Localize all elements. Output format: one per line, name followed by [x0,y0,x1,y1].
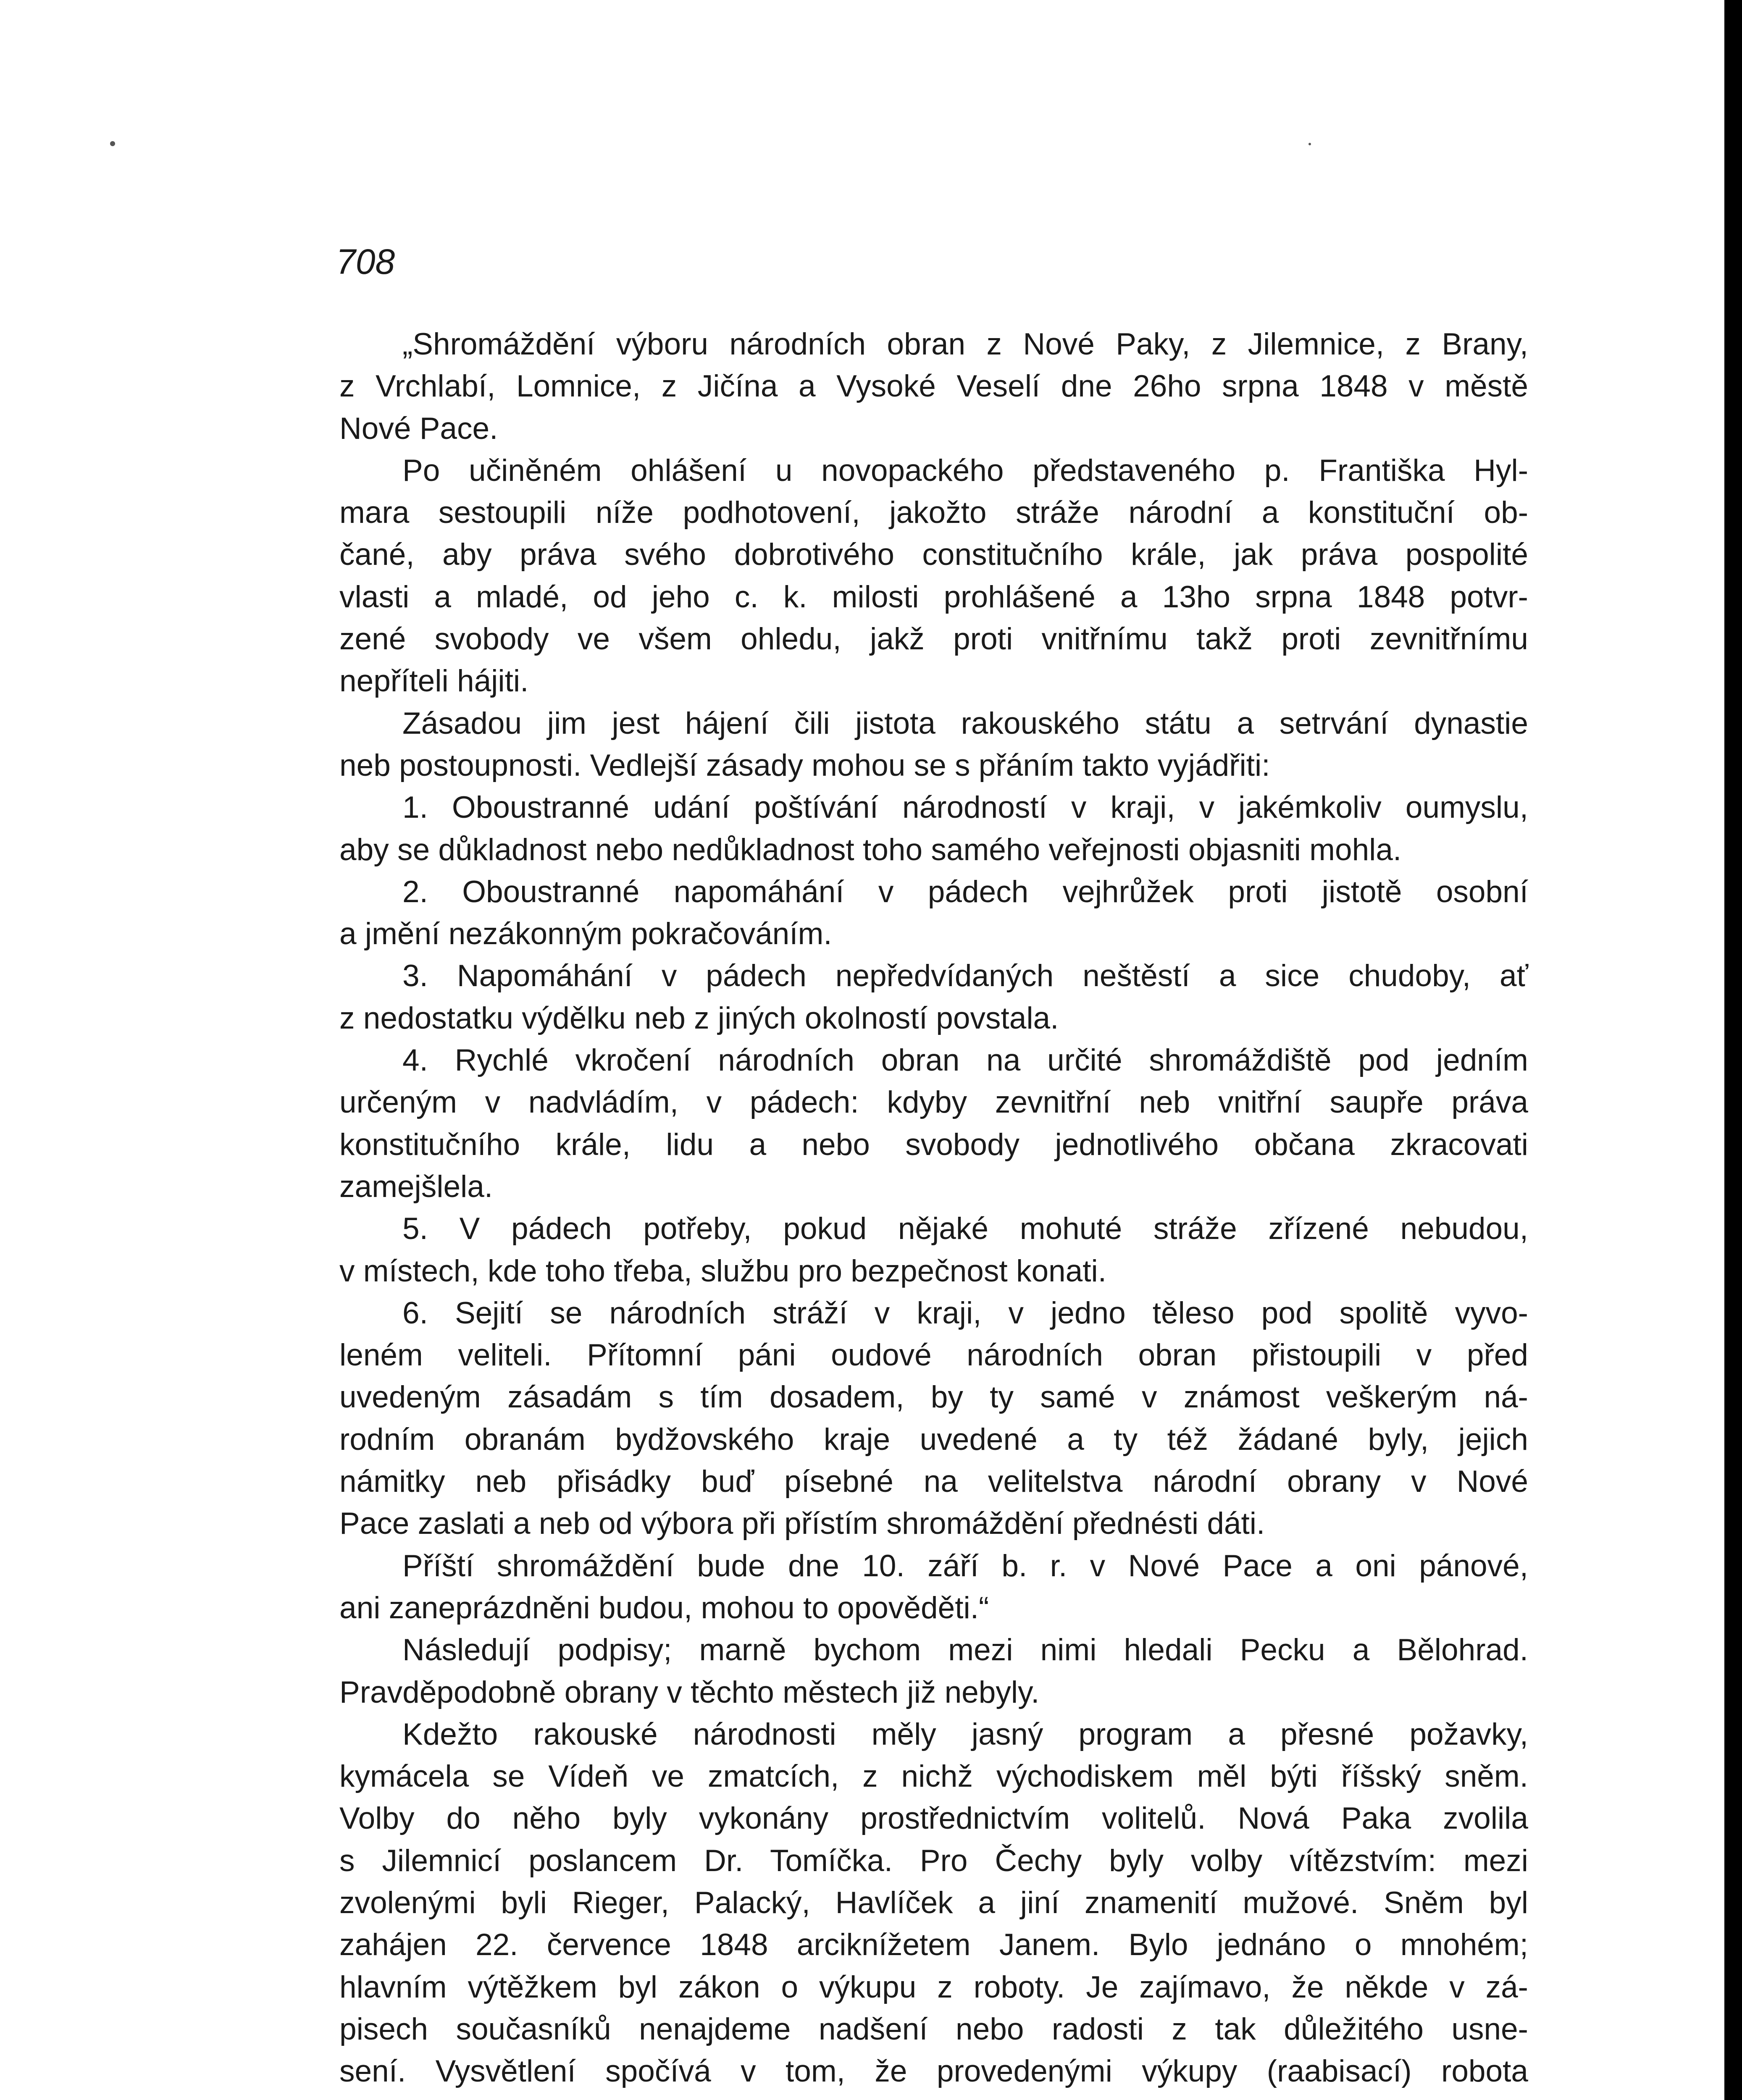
text-line: nepříteli hájiti. [339,664,529,698]
text-line: Zásadou jim jest hájení čili jistota rakouského státu a setrvání dynastie [402,706,1528,740]
text-line: z nedostatku výdělku neb z jiných okolností povstala. [339,1001,1059,1035]
scan-speck [110,141,115,146]
text-line: ani zaneprázdněni budou, mohou to opověděti.“ [339,1591,989,1625]
text-line: Po učiněném ohlášení u novopackého představeného p. Františka Hyl- [402,453,1528,488]
text-line: Volby do něho byly vykonány prostřednictvím volitelů. Nová Paka zvolila [339,1801,1528,1836]
text-line: námitky neb přisádky buď písebné na velitelstva národní obrany v Nové [339,1465,1528,1499]
text-line: konstitučního krále, lidu a nebo svobody jednotlivého občana zkracovati [339,1127,1528,1162]
text-line: kymácela se Vídeň ve zmatcích, z nichž východiskem měl býti říšský sněm. [339,1759,1528,1794]
text-line: z Vrchlabí, Lomnice, z Jičína a Vysoké Veselí dne 26ho srpna 1848 v městě [339,369,1528,404]
text-line: a jmění nezákonným pokračováním. [339,917,832,951]
text-line: 5. V pádech potřeby, pokud nějaké mohuté stráže zřízené nebudou, [402,1212,1528,1246]
text-line: zené svobody ve všem ohledu, jakž proti vnitřnímu takž proti zevnitřnímu [339,622,1528,656]
text-line: pisech současníků nenajdeme nadšení nebo radosti z tak důležitého usne- [339,2012,1528,2046]
text-line: 3. Napomáhání v pádech nepředvídaných neštěstí a sice chudoby, ať [402,959,1528,993]
text-line: Pace zaslati a neb od výbora při přístím shromáždění přednésti dáti. [339,1507,1265,1541]
text-line: neb postoupnosti. Vedlejší zásady mohou se s přáním takto vyjádřiti: [339,748,1270,782]
text-line: Nové Pace. [339,411,498,446]
text-line: v místech, kde toho třeba, službu pro bezpečnost konati. [339,1254,1107,1288]
text-line: 4. Rychlé vkročení národních obran na určité shromáždiště pod jedním [402,1043,1528,1078]
text-line: sení. Vysvětlení spočívá v tom, že provedenými výkupy (raabisací) robota [339,2054,1528,2089]
text-line: určeným v nadvládím, v pádech: kdyby zevnitřní neb vnitřní saupře práva [339,1085,1528,1120]
text-line: Příští shromáždění bude dne 10. září b. r. v Nové Pace a oni pánové, [402,1549,1528,1583]
text-line: 6. Sejití se národních stráží v kraji, v jedno těleso pod spolitě vyvo- [402,1296,1528,1330]
text-line: aby se důkladnost nebo nedůkladnost toho samého veřejnosti objasniti mohla. [339,832,1402,867]
page-number: 708 [336,242,395,281]
scan-right-border [1724,0,1742,2100]
text-line: Následují podpisy; marně bychom mezi nimi hledali Pecku a Bělohrad. [402,1633,1528,1667]
text-line: Pravděpodobně obrany v těchto městech již nebyly. [339,1675,1040,1709]
text-line: rodním obranám bydžovského kraje uvedené a ty též žádané byly, jejich [339,1422,1528,1457]
text-line: Kdežto rakouské národnosti měly jasný program a přesné požavky, [402,1717,1528,1751]
text-line: leném veliteli. Přítomní páni oudové národních obran přistoupili v před [339,1338,1528,1373]
text-line: zahájen 22. července 1848 arciknížetem Janem. Bylo jednáno o mnohém; [339,1928,1528,1962]
body-text [339,323,1528,2092]
text-line: hlavním výtěžkem byl zákon o výkupu z roboty. Je zajímavo, že někde v zá- [339,1970,1528,2004]
text-line: uvedeným zásadám s tím dosadem, by ty samé v známost veškerým ná- [339,1380,1528,1415]
scan-speck [1308,143,1311,145]
text-line: vlasti a mladé, od jeho c. k. milosti prohlášené a 13ho srpna 1848 potvr- [339,580,1528,614]
text-line: s Jilemnicí poslancem Dr. Tomíčka. Pro Čechy byly volby vítězstvím: mezi [339,1843,1528,1878]
text-line: mara sestoupili níže podhotovení, jakožto stráže národní a konstituční ob- [339,496,1528,530]
text-line: čané, aby práva svého dobrotivého constitučního krále, jak práva pospolité [339,538,1528,572]
text-line: 2. Oboustranné napomáhání v pádech vejhrůžek proti jistotě osobní [402,874,1528,909]
text-line: 1. Oboustranné udání poštívání národností v kraji, v jakémkoliv oumyslu, [402,790,1528,825]
text-line: zamejšlela. [339,1169,493,1204]
text-line: zvolenými byli Rieger, Palacký, Havlíček a jiní znamenití mužové. Sněm byl [339,1885,1528,1920]
text-line: „Shromáždění výboru národních obran z Nové Paky, z Jilemnice, z Brany, [402,327,1528,361]
